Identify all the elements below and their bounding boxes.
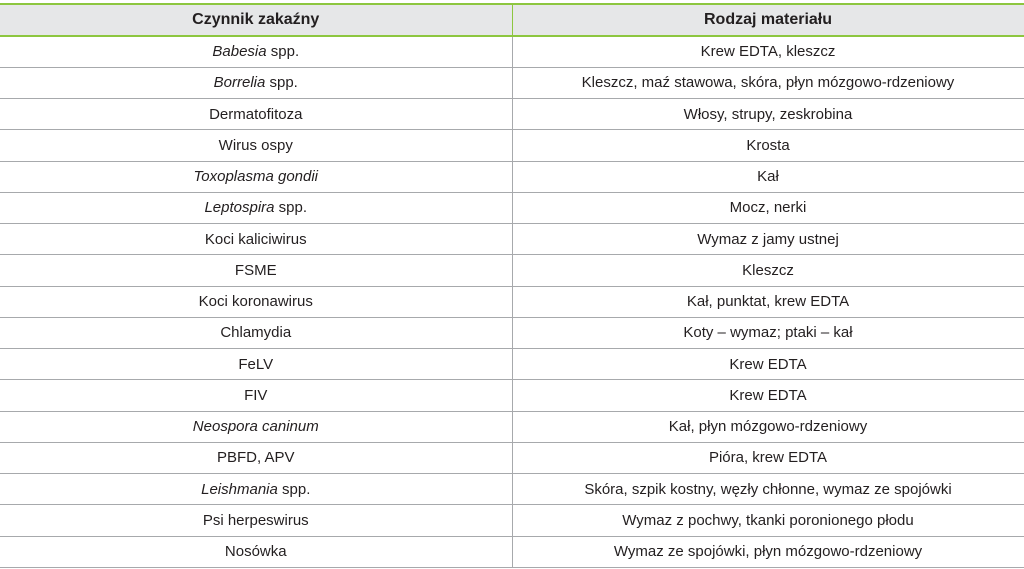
table-row (0, 317, 1024, 348)
cell-agent (0, 99, 512, 130)
cell-material: Kał, płyn mózgowo-rdzeniowy (512, 411, 1024, 442)
cell-agent (0, 536, 512, 567)
cell-material: Skóra, szpik kostny, węzły chłonne, wymaz ze spojówki (512, 474, 1024, 505)
cell-agent (0, 474, 512, 505)
agent-text: FIV (244, 386, 268, 404)
cell-agent (0, 130, 512, 161)
cell-material: Wymaz z jamy ustnej (512, 224, 1024, 255)
cell-material: Wymaz z pochwy, tkanki poronionego płodu (512, 505, 1024, 536)
table-row (0, 474, 1024, 505)
table-row (0, 380, 1024, 411)
cell-agent (0, 224, 512, 255)
cell-material: Krew EDTA, kleszcz (512, 36, 1024, 67)
cell-material: Kleszcz, maź stawowa, skóra, płyn mózgowo-rdzeniowy (512, 67, 1024, 98)
agent-text: Koci kaliciwirus (204, 230, 307, 248)
table-row (0, 286, 1024, 317)
table-body (0, 36, 1024, 567)
table-row (0, 161, 1024, 192)
cell-material: Krew EDTA (512, 380, 1024, 411)
table-header (0, 4, 1024, 36)
cell-agent (0, 505, 512, 536)
cell-material: Wymaz ze spojówki, płyn mózgowo-rdzeniowy (512, 536, 1024, 567)
table-row (0, 224, 1024, 255)
table-row (0, 99, 1024, 130)
agent-text: PBFD, APV (216, 449, 295, 467)
cell-material: Krosta (512, 130, 1024, 161)
cell-agent (0, 317, 512, 348)
agent-text: spp. (274, 199, 308, 217)
table-row (0, 505, 1024, 536)
table-row (0, 255, 1024, 286)
header-material: Rodzaj materiału (512, 4, 1024, 36)
cell-material: Mocz, nerki (512, 192, 1024, 223)
cell-agent (0, 286, 512, 317)
header-row (0, 4, 1024, 36)
header-agent: Czynnik zakaźny (0, 4, 512, 36)
table-row (0, 67, 1024, 98)
cell-agent (0, 161, 512, 192)
agent-text: Psi herpeswirus (202, 511, 309, 529)
cell-material: Koty – wymaz; ptaki – kał (512, 317, 1024, 348)
agent-italic: Babesia (212, 43, 267, 61)
table-row (0, 442, 1024, 473)
table-row (0, 192, 1024, 223)
agent-italic: Leishmania (201, 480, 278, 498)
cell-material: Kał, punktat, krew EDTA (512, 286, 1024, 317)
table-row (0, 130, 1024, 161)
cell-agent (0, 349, 512, 380)
cell-material: Krew EDTA (512, 349, 1024, 380)
cell-material: Włosy, strupy, zeskrobina (512, 99, 1024, 130)
cell-material: Kał (512, 161, 1024, 192)
cell-agent (0, 255, 512, 286)
agent-text: FSME (234, 261, 277, 279)
agent-text: Nosówka (224, 543, 287, 561)
agent-text: Wirus ospy (218, 136, 293, 154)
cell-agent (0, 36, 512, 67)
agent-text: spp. (277, 480, 311, 498)
cell-agent (0, 192, 512, 223)
agent-text: spp. (265, 74, 298, 92)
infectious-agents-table (0, 3, 1024, 568)
agent-text: Chlamydia (220, 324, 292, 342)
agent-text: spp. (266, 43, 300, 61)
cell-agent (0, 380, 512, 411)
agent-italic: Leptospira (204, 199, 275, 217)
cell-agent (0, 442, 512, 473)
table-row (0, 349, 1024, 380)
agent-text: Koci koronawirus (198, 293, 313, 311)
table-row (0, 536, 1024, 567)
agent-italic: Neospora caninum (192, 418, 319, 436)
cell-material: Pióra, krew EDTA (512, 442, 1024, 473)
cell-agent (0, 411, 512, 442)
agent-text: Dermatofitoza (209, 105, 303, 123)
cell-material: Kleszcz (512, 255, 1024, 286)
agent-italic: Borrelia (213, 74, 266, 92)
agent-text: FeLV (238, 355, 274, 373)
table-row (0, 411, 1024, 442)
table-row (0, 36, 1024, 67)
agent-italic: Toxoplasma gondii (193, 168, 319, 186)
cell-agent (0, 67, 512, 98)
